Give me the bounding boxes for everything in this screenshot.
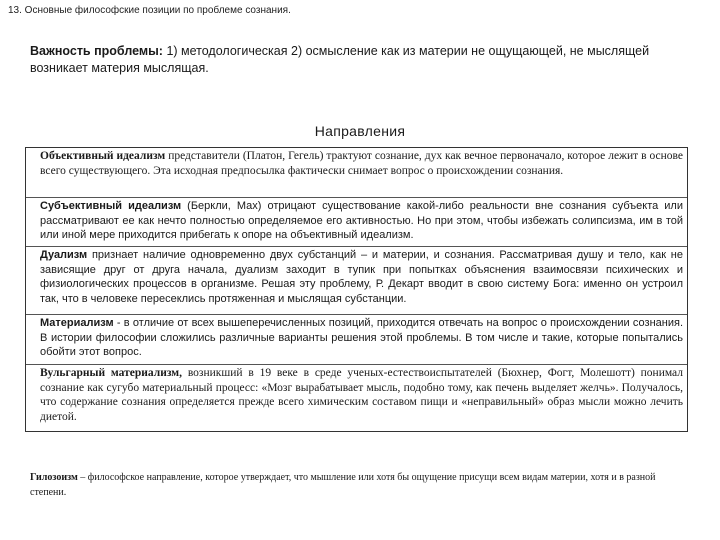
direction-subjective-idealism bbox=[26, 198, 687, 247]
hylozoism-paragraph bbox=[30, 470, 690, 500]
direction-objective-idealism bbox=[26, 148, 687, 198]
directions-table bbox=[25, 147, 688, 432]
hylozoism-text: – философское направление, которое утверждает, что мышление или хотя бы ощущение присущи всем видам материи, хотя и в разной степени. bbox=[30, 472, 656, 498]
direction-text: представители (Платон, Гегель) трактуют сознание, дух как вечное первоначало, которое лежит в основе всего существующего. Эта исходная предпосылка фактически снимает вопрос о происхождении сознания. bbox=[40, 150, 683, 177]
importance-label: Важность проблемы: bbox=[30, 44, 163, 58]
direction-term: Субъективный идеализм bbox=[40, 200, 182, 212]
direction-term: Вульгарный материализм, bbox=[40, 367, 183, 379]
importance-text: 1) методологическая 2) осмысление как из материи не ощущающей, не мыслящей возникает материя мыслящая. bbox=[30, 44, 650, 75]
slide-title: 13. Основные философские позиции по проблеме сознания. bbox=[8, 5, 291, 16]
direction-term: Дуализм bbox=[40, 249, 88, 261]
direction-materialism bbox=[26, 315, 687, 365]
direction-text: возникший в 19 веке в среде ученых-естествоиспытателей (Бюхнер, Фогт, Молешотт) понимал сознание как сугубо материальный процесс: «Мозг вырабатывает мысль, подобно тому, как печень выделяет желчь». Получалось, что содержание сознания определяется прежде всего химическим составом пищи и «неправильный» образ мысли можно лечить диетой. bbox=[40, 367, 683, 423]
direction-vulgar-materialism bbox=[26, 365, 687, 431]
importance-paragraph bbox=[30, 43, 690, 77]
hylozoism-term: Гилозоизм bbox=[30, 472, 78, 483]
direction-text: - в отличие от всех вышеперечисленных позиций, приходится отвечать на вопрос о происхождении сознания. В истории философии сложились различные варианты решения этой проблемы. В том числе и такие, которые попытались обойти этот вопрос. bbox=[40, 317, 683, 358]
direction-text: признает наличие одновременно двух субстанций – и материи, и сознания. Рассматривая душу и тело, как не зависящие друг от друга начала, дуализм заходит в тупик при попытках объяснения взаимосвязи психических и физиологических процессов в организме. Решая эту проблему, Р. Декарт вводит в свою систему Бога: именно он устроил так, что в человеке пересеклись протяженная и мыслящая субстанции. bbox=[40, 249, 683, 305]
direction-term: Объективный идеализм bbox=[40, 150, 166, 162]
direction-text: (Беркли, Мах) отрицают существование какой-либо реальности вне сознания субъекта или рассматривают ее как нечто полностью определяемое его активностью. Но при этом, чтобы избежать солипсизма, им в той или иной мере приходится прибегать к опоре на объективный идеализм. bbox=[40, 200, 683, 241]
direction-dualism bbox=[26, 247, 687, 315]
direction-term: Материализм bbox=[40, 317, 114, 329]
directions-heading: Направления bbox=[314, 123, 406, 139]
